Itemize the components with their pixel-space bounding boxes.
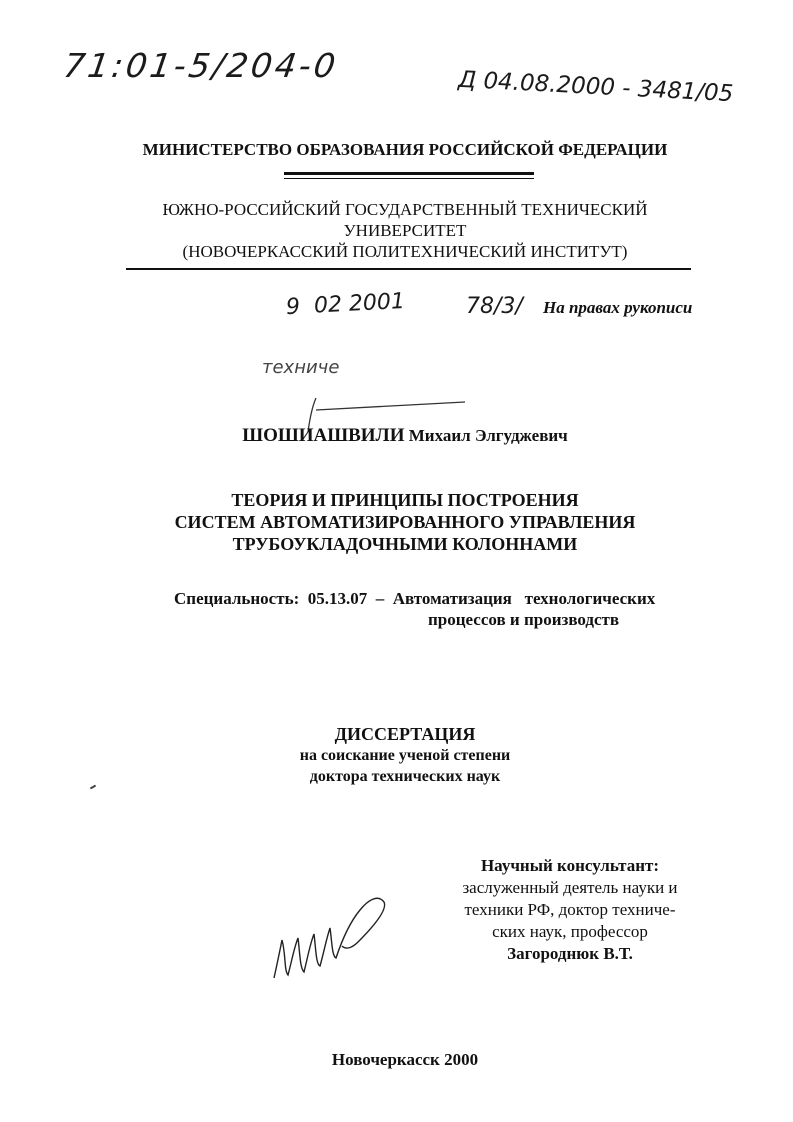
specialty-name-line-2: процессов и производств bbox=[428, 610, 620, 629]
specialty-dash: – bbox=[375, 589, 385, 608]
rights-note: На правах рукописи bbox=[543, 298, 693, 317]
ministry-underline-thick bbox=[284, 172, 534, 175]
handwritten-scribble: техниче bbox=[262, 357, 340, 378]
specialty-name-line-1: Автоматизация технологических bbox=[392, 589, 656, 608]
degree-heading: ДИССЕРТАЦИЯ bbox=[334, 724, 476, 744]
degree-line-2: доктора технических наук bbox=[309, 768, 501, 785]
author-surname: ШОШИАШВИЛИ bbox=[242, 425, 405, 446]
handwritten-date: 9 02 2001 bbox=[285, 288, 406, 321]
dissertation-title bbox=[100, 489, 710, 555]
degree-line-1: на соискание ученой степени bbox=[299, 747, 511, 764]
university-name bbox=[120, 199, 690, 262]
ministry-underline-thin bbox=[284, 178, 534, 179]
university-line-1: ЮЖНО-РОССИЙСКИЙ ГОСУДАРСТВЕННЫЙ ТЕХНИЧЕСКИЙ bbox=[162, 200, 648, 219]
title-line-3: ТРУБОУКЛАДОЧНЫМИ КОЛОННАМИ bbox=[232, 534, 578, 554]
consultant-line-3: ских наук, профессор bbox=[492, 922, 648, 941]
handwritten-number: 78/3/ bbox=[466, 294, 523, 319]
registration-note: Д 04.08.2000 - 3481/05 bbox=[457, 66, 734, 108]
university-line-2: УНИВЕРСИТЕТ bbox=[343, 221, 467, 240]
consultant-line-1: заслуженный деятель науки и bbox=[462, 878, 678, 897]
specialty-label: Специальность: bbox=[174, 589, 300, 608]
title-line-1: ТЕОРИЯ И ПРИНЦИПЫ ПОСТРОЕНИЯ bbox=[231, 490, 579, 510]
consultant-block bbox=[450, 855, 690, 965]
consultant-line-2: техники РФ, доктор техниче- bbox=[464, 900, 676, 919]
title-line-2: СИСТЕМ АВТОМАТИЗИРОВАННОГО УПРАВЛЕНИЯ bbox=[174, 512, 636, 532]
specialty-code: 05.13.07 bbox=[307, 589, 368, 608]
specialty-block bbox=[174, 588, 655, 610]
consultant-name: Загороднюк В.Т. bbox=[507, 944, 633, 963]
author-name bbox=[120, 425, 690, 447]
handwritten-signature-icon bbox=[268, 880, 398, 990]
degree-block bbox=[200, 724, 610, 787]
author-given-names: Михаил Элгуджевич bbox=[408, 426, 568, 445]
scan-mark bbox=[90, 785, 96, 790]
archive-code: 71:01-5/204-0 bbox=[61, 46, 341, 85]
university-line-3: (НОВОЧЕРКАССКИЙ ПОЛИТЕХНИЧЕСКИЙ ИНСТИТУТ) bbox=[182, 242, 628, 261]
consultant-heading: Научный консультант: bbox=[480, 856, 660, 875]
ministry-name: МИНИСТЕРСТВО ОБРАЗОВАНИЯ РОССИЙСКОЙ ФЕДЕРАЦИИ bbox=[142, 140, 668, 159]
header-divider bbox=[126, 268, 691, 270]
city-year: Новочеркасск 2000 bbox=[331, 1050, 479, 1069]
